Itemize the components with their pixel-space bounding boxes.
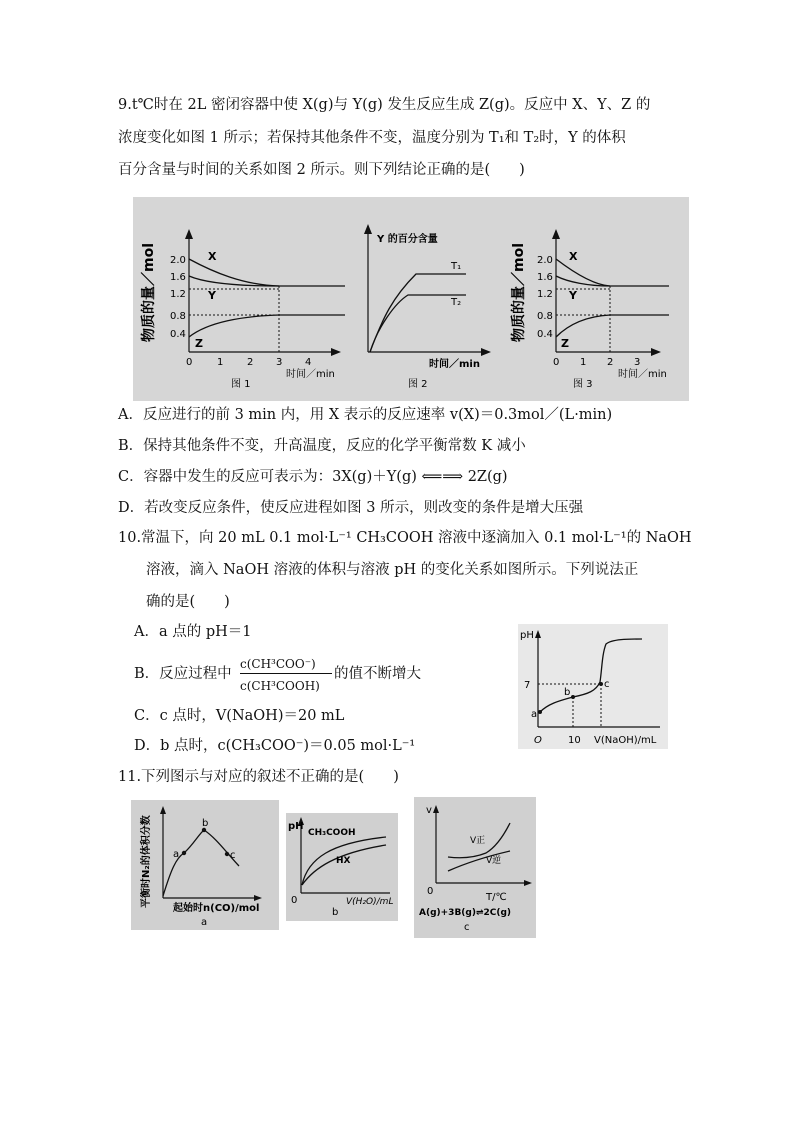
q10-line3: 确的是( ) [146,594,230,610]
q10-ph-graph [518,624,668,749]
q11a-ylabel: 平衡时N₂的体积分数 [141,815,152,908]
fig3-ytick: 0.4 [537,329,553,340]
fig3-label-y: Y [569,289,577,302]
q10-option-d: D．b 点时，c(CH₃COO⁻)＝0.05 mol·L⁻¹ [134,738,416,754]
fig1-ytick: 2.0 [170,255,186,266]
q10-option-b-post: 的值不断增大 [334,666,421,682]
fig1-label-x: X [208,250,217,263]
q11a-caption: a [201,917,208,928]
q9-option-c: C．容器中发生的反应可表示为：3X(g)＋Y(g) ⟸⟹ 2Z(g) [118,469,508,485]
fig3-xlabel: 时间／min [618,369,667,380]
q10-graph-xlabel: V(NaOH)/mL [594,735,657,746]
fig2-t1: T₁ [451,261,462,272]
fig1-ytick: 1.6 [170,272,186,283]
fig1-ytick: 0.4 [170,329,186,340]
q11b-caption: b [332,907,339,918]
q11c-label-vr: V逆 [486,856,502,866]
fig2-graph [364,224,491,390]
fig1-ytick: 1.2 [170,289,186,300]
fig3-label-z: Z [561,337,569,350]
q9-line1: 9.t℃时在 2L 密闭容器中使 X(g)与 Y(g) 发生反应生成 Z(g)。反应中 X、Y、Z 的 [118,97,651,113]
q10-option-c: C．c 点时，V(NaOH)＝20 mL [134,708,345,724]
fig1-graph [140,229,345,390]
fig3-xtick: 2 [607,357,614,368]
q10-graph-ylabel: pH [520,630,534,641]
q11c-label-vf: V正 [470,836,486,846]
fig2-t2: T₂ [451,297,462,308]
q11b-xlabel: V(H₂O)/mL [346,897,394,907]
fig1-ytick: 0.8 [170,311,186,322]
q9-line2: 浓度变化如图 1 所示；若保持其他条件不变，温度分别为 T₁和 T₂时，Y 的体积 [118,130,626,146]
q11b-label-hx: HX [336,856,351,866]
q11a-xlabel: 起始时n(CO)/mol [173,903,260,914]
q11c-xlabel: T/℃ [486,892,507,903]
q10-option-a: A．a 点的 pH＝1 [134,624,252,640]
q10-point-a: a [531,709,538,720]
fig1-label-z: Z [195,337,203,350]
fig2-xlabel: 时间／min [429,359,480,370]
fig1-label-y: Y [208,289,216,302]
q11-figure-b [286,813,398,921]
fig3-xtick: 1 [580,357,587,368]
fig3-xtick: 3 [634,357,641,368]
q10-option-b-pre: B．反应过程中 [134,666,232,682]
fig3-caption: 图 3 [573,379,593,390]
q10-graph-x10: 10 [568,735,581,746]
q11c-caption: c [464,922,470,933]
q11a-point-b: b [202,818,209,829]
fig3-ytick: 0.8 [537,311,553,322]
q9-option-b: B．保持其他条件不变，升高温度，反应的化学平衡常数 K 减小 [118,438,526,454]
q11c-origin: 0 [427,886,434,897]
q11-figure-c [414,797,536,938]
fig1-xlabel: 时间／min [286,369,335,380]
q11-stem: 11.下列图示与对应的叙述不正确的是( ) [118,769,399,785]
q10-graph-y7: 7 [524,680,531,691]
fig1-xtick: 3 [276,357,283,368]
fig1-xtick: 0 [186,357,193,368]
fraction-bar [240,673,332,674]
q9-line3: 百分含量与时间的关系如图 2 所示。则下列结论正确的是( ) [118,162,525,178]
fig3-ylabel: 物质的量／mol [511,242,527,342]
q10-line1: 10.常温下，向 20 mL 0.1 mol·L⁻¹ CH₃COOH 溶液中逐滴加入 0.1 mol·L⁻¹的 NaOH [118,530,692,546]
q9-figure-panel [133,197,689,401]
q11-figure-a [131,800,279,930]
fig3-ytick: 2.0 [537,255,553,266]
q11c-ylabel: v [426,805,432,816]
fig3-ytick: 1.6 [537,272,553,283]
q10-point-c: c [604,679,610,690]
fig3-label-x: X [569,250,578,263]
fig1-xtick: 4 [305,357,312,368]
fig3-graph [510,229,669,390]
fig2-caption: 图 2 [408,379,428,390]
q10-point-b: b [564,687,571,698]
fig3-xtick: 0 [553,357,560,368]
fig1-ylabel: 物质的量／mol [141,242,157,342]
q10-line2: 溶液，滴入 NaOH 溶液的体积与溶液 pH 的变化关系如图所示。下列说法正 [146,562,639,578]
q9-option-d: D．若改变反应条件，使反应进程如图 3 所示，则改变的条件是增大压强 [118,500,584,516]
q11c-equation: A(g)+3B(g)⇌2C(g) [419,908,512,918]
q11b-ylabel: pH [288,821,304,832]
fig2-title: Y 的百分含量 [377,234,438,245]
q10-graph-origin: O [534,735,542,746]
q10-fraction-denominator: c(CH³COOH) [240,679,320,693]
q11a-point-a: a [173,849,180,860]
q11a-point-c: c [230,850,236,861]
q11b-label-ch3cooh: CH₃COOH [308,828,356,838]
q11b-origin: 0 [291,895,298,906]
fig1-xtick: 2 [247,357,254,368]
q10-fraction-numerator: c(CH³COO⁻) [240,657,316,671]
q9-option-a: A．反应进行的前 3 min 内，用 X 表示的反应速率 v(X)＝0.3mol／(L·min) [118,407,613,423]
fig3-ytick: 1.2 [537,289,553,300]
fig1-caption: 图 1 [231,379,251,390]
fig1-xtick: 1 [217,357,224,368]
